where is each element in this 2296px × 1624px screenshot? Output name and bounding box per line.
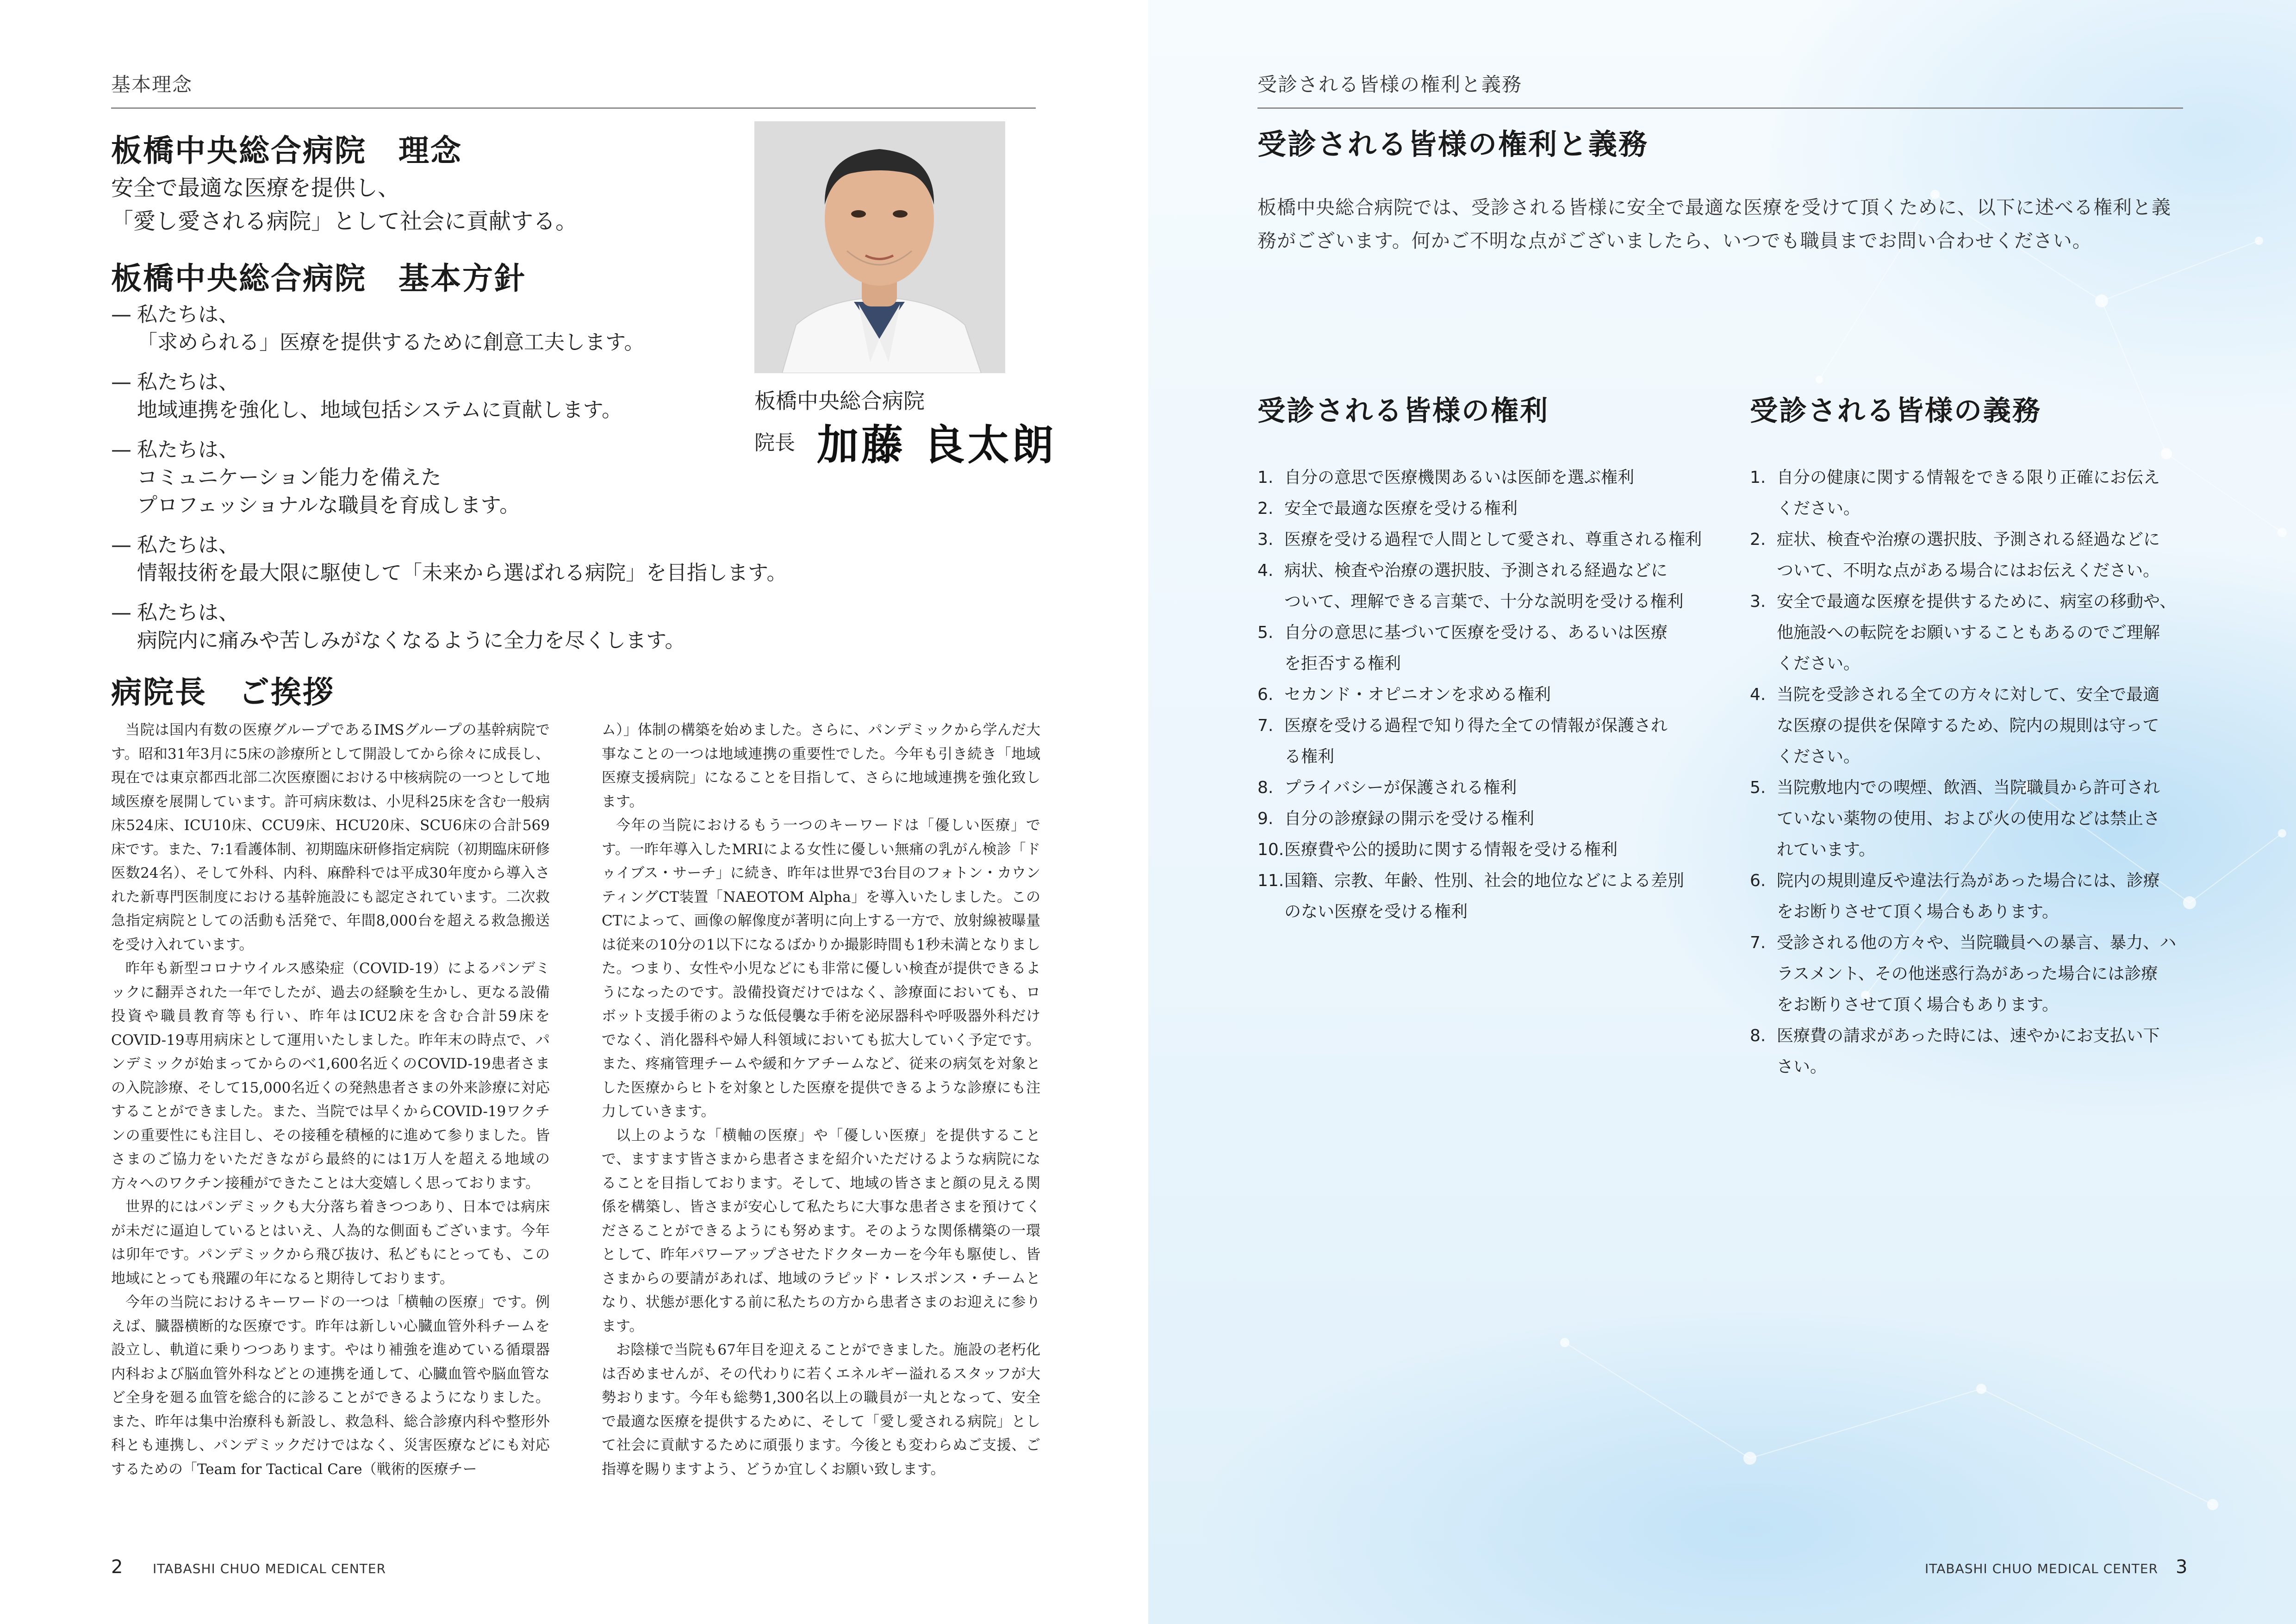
rights-item	[1257, 555, 1711, 617]
item-text: をお断りさせて頂く場合もあります。	[1777, 995, 2059, 1014]
duties-item	[1750, 772, 2194, 865]
item-text: る権利	[1284, 747, 1335, 766]
rights-item	[1257, 679, 1711, 710]
dash-mark: —	[111, 303, 131, 326]
item-text: さい。	[1777, 1057, 1827, 1076]
item-text: 当院を受診される全ての方々に対して、安全で最適	[1777, 685, 2160, 704]
item-text: 医療を受ける過程で人間として愛され、尊重される権利	[1284, 530, 1702, 549]
item-number: 8.	[1257, 778, 1274, 797]
policy-title: 板橋中央総合病院 基本方針	[111, 261, 526, 296]
center-name: ITABASHI CHUO MEDICAL CENTER	[1925, 1561, 2159, 1576]
greeting-paragraph: ム）」体制の構築を始めました。さらに、パンデミックから学んだ大事なことの一つは地域連携の重要性でした。今年も引き続き「地域医療支援病院」になることを目指して、さらに地域連携を強化致します。	[602, 722, 1040, 810]
greeting-paragraph: 今年の当院におけるもう一つのキーワードは「優しい医療」です。一昨年導入したMRIによる女性に優しい無痛の乳がん検診「ドゥイブス・サーチ」に続き、昨年は世界で3台目のフォトン・カウンティングCT装置「NAEOTOM Alpha」を導入いたしました。このCTによって、画像の解像度が著明に向上する一方で、放射線被曝量は従来の10分の1以下になるばかりか撮影時間も1秒未満となりました。つまり、女性や小児などにも非常に優しい検査が提供できるようになったのです。設備投資だけではなく、診療面においても、ロボット支援手術のような低侵襲な手術を泌尿器科や呼吸器外科だけでなく、消化器科や婦人科領域においても拡大していく予定です。また、疼痛管理チームや緩和ケアチームなど、従来の病気を対象とした医療からヒトを対象とした医療を提供できるような診療にも注力していきます。	[602, 817, 1040, 1120]
item-text: 当院敷地内での喫煙、飲酒、当院職員から許可され	[1777, 778, 2160, 797]
rights-item	[1257, 834, 1711, 865]
intro-line: 務がございます。何かご不明な点がございましたら、いつでも職員までお問い合わせください。	[1257, 230, 2092, 252]
rights-item	[1257, 803, 1711, 834]
policy-line: 病院内に痛みや苦しみがなくなるように全力を尽くします。	[137, 629, 685, 652]
rights-item	[1257, 865, 1711, 927]
policy-line: 地域連携を強化し、地域包括システムに貢献します。	[137, 398, 622, 422]
greeting-paragraph: 今年の当院におけるキーワードの一つは「横軸の医療」です。例えば、臓器横断的な医療です。昨年は新しい心臓血管外科チームを設立し、軌道に乗りつつあります。やはり補強を進めている循環器内科および脳血管外科などとの連携を通して、心臓血管や脳血管など全身を廻る血管を総合的に診ることができるようになりました。また、昨年は集中治療科も新設し、救急科、総合診療内科や整形外科とも連携し、パンデミックだけではなく、災害医療などにも対応するための「Team for Tactical Care（戦術的医療チー	[111, 1294, 550, 1478]
item-text: を拒否する権利	[1284, 654, 1401, 673]
section-label-basic-philosophy: 基本理念	[111, 73, 193, 96]
item-text: 自分の健康に関する情報をできる限り正確にお伝え	[1777, 468, 2160, 487]
item-number: 3.	[1750, 592, 1766, 611]
policy-item	[111, 531, 805, 587]
philosophy-line: 安全で最適な医療を提供し、	[111, 175, 400, 201]
dash-mark: —	[111, 370, 131, 394]
policy-item	[111, 599, 805, 655]
director-title: 院長	[754, 431, 795, 455]
rights-item	[1257, 493, 1711, 524]
item-text: 自分の意思で医療機関あるいは医師を選ぶ権利	[1284, 468, 1635, 487]
philosophy-line: 「愛し愛される病院」として社会に貢献する。	[111, 208, 578, 234]
item-text: 安全で最適な医療を受ける権利	[1284, 499, 1518, 518]
item-number: 4.	[1750, 685, 1766, 704]
item-text: ください。	[1777, 499, 1860, 518]
director-hospital-name: 板橋中央総合病院	[754, 388, 925, 413]
item-number: 7.	[1750, 933, 1766, 952]
item-number: 8.	[1750, 1026, 1766, 1045]
greeting-paragraph: 世界的にはパンデミックも大分落ち着きつつあり、日本では病床が未だに逼迫しているとはいえ、人為的な側面もございます。今年は卯年です。パンデミックから飛び抜け、私どもにとっても、この地域にとっても飛躍の年になると期待しております。	[111, 1199, 550, 1287]
dash-mark: —	[111, 533, 131, 557]
policy-item	[111, 436, 805, 519]
item-number: 6.	[1257, 685, 1274, 704]
item-text: ください。	[1777, 654, 1860, 673]
policy-line: 私たちは、	[137, 601, 239, 625]
item-number: 1.	[1750, 468, 1766, 487]
section-divider	[1257, 107, 2183, 109]
policy-line: 情報技術を最大限に駆使して「未来から選ばれる病院」を目指します。	[137, 561, 787, 585]
item-number: 11.	[1257, 871, 1284, 890]
duties-item	[1750, 586, 2194, 679]
section-divider	[111, 107, 1036, 109]
policy-list	[111, 301, 805, 667]
greeting-paragraph: 昨年も新型コロナウイルス感染症（COVID-19）によるパンデミックに翻弄された一年でしたが、過去の経験を生かし、更なる設備投資や職員教育等も行い、昨年はICU2床を含む合計59床をCOVID-19専用病床として運用いたしました。昨年末の時点で、パンデミックが始まってからのべ1,600名近くのCOVID-19患者さまの入院診療、そして15,000名近くの発熱患者さまの外来診療に対応することができました。また、当院では早くからCOVID-19ワクチンの重要性にも注目し、その接種を積極的に進めて参りました。皆さまのご協力をいただきながら最終的には1万人を超える地域の方々へのワクチン接種ができたことは大変嬉しく思っております。	[111, 960, 550, 1192]
item-text: 院内の規則違反や違法行為があった場合には、診療	[1777, 871, 2160, 890]
item-text: ついて、理解できる言葉で、十分な説明を受ける権利	[1284, 592, 1684, 611]
right-page	[1148, 0, 2296, 1624]
policy-line: プロフェッショナルな職員を育成します。	[137, 493, 520, 517]
policy-line: 私たちは、	[137, 438, 239, 462]
item-text: 国籍、宗教、年齢、性別、社会的地位などによる差別	[1284, 871, 1685, 890]
item-text: 安全で最適な医療を提供するために、病室の移動や、	[1777, 592, 2177, 611]
item-text: セカンド・オピニオンを求める権利	[1284, 685, 1551, 704]
duties-item	[1750, 679, 2194, 772]
greeting-column-2	[602, 718, 1040, 1481]
director-portrait	[754, 121, 1005, 373]
item-text: な医療の提供を保障するため、院内の規則は守って	[1777, 716, 2159, 735]
item-text: 他施設への転院をお願いすることもあるのでご理解	[1777, 623, 2160, 642]
item-number: 9.	[1257, 809, 1274, 828]
policy-line: 「求められる」医療を提供するために創意工夫します。	[137, 331, 645, 354]
greeting-paragraph: 以上のような「横軸の医療」や「優しい医療」を提供することで、ますます皆さまから患者さまを紹介いただけるような病院になることを目指しております。そして、地域の皆さまと顔の見える関係を構築し、皆さまが安心して私たちに大事な患者さまを預けてくださることができるようにも努めます。そのような関係構築の一環として、昨年パワーアップさせたドクターカーを今年も駆使し、皆さまからの要請があれば、地域のラピッド・レスポンス・チームとなり、状態が悪化する前に私たちの方から患者さまのお迎えに参ります。	[602, 1127, 1040, 1335]
section-label-rights-duties: 受診される皆様の権利と義務	[1257, 73, 1523, 96]
dash-mark: —	[111, 438, 131, 462]
rights-item	[1257, 772, 1711, 803]
item-text: ていない薬物の使用、および火の使用などは禁止さ	[1777, 809, 2160, 828]
item-text: 自分の意思に基づいて医療を受ける、あるいは医療	[1284, 623, 1668, 642]
rights-list	[1257, 462, 1711, 927]
item-text: 症状、検査や治療の選択肢、予測される経過などに	[1777, 530, 2160, 549]
policy-item	[111, 301, 805, 356]
page-number: 2	[111, 1556, 123, 1578]
greeting-paragraph: 当院は国内有数の医療グループであるIMSグループの基幹病院です。昭和31年3月に5床の診療所として開設してから徐々に成長し、現在では東京都西北部二次医療圏における中核病院の一つとして地域医療を展開しています。許可病床数は、小児科25床を含む一般病床524床、ICU10床、CCU9床、HCU20床、SCU6床の合計569床です。また、7:1看護体制、初期臨床研修指定病院（初期臨床研修医数24名）、そして外科、内科、麻酔科では平成30年度から導入された新専門医制度における基幹施設にも認定されています。二次救急指定病院としての活動も活発で、年間8,000台を超える救急搬送を受け入れています。	[111, 722, 550, 953]
item-number: 5.	[1750, 778, 1766, 797]
policy-line: 私たちは、	[137, 303, 239, 326]
greeting-title: 病院長 ご挨拶	[111, 675, 335, 710]
item-text: ついて、不明な点がある場合にはお伝えください。	[1777, 561, 2160, 580]
director-photo-illustration	[754, 121, 1005, 373]
item-text: 医療費や公的援助に関する情報を受ける権利	[1284, 840, 1618, 859]
item-text: 医療を受ける過程で知り得た全ての情報が保護され	[1284, 716, 1668, 735]
item-number: 10.	[1257, 840, 1284, 859]
duties-item	[1750, 462, 2194, 524]
philosophy-title: 板橋中央総合病院 理念	[111, 133, 462, 169]
rights-duties-title: 受診される皆様の権利と義務	[1257, 127, 1649, 161]
director-name: 加藤 良太朗	[817, 421, 1057, 469]
item-text: ラスメント、その他迷惑行為があった場合には診療	[1777, 964, 2158, 983]
item-number: 7.	[1257, 716, 1274, 735]
policy-line: 私たちは、	[137, 533, 239, 557]
duties-item	[1750, 524, 2194, 586]
item-text: れています。	[1777, 840, 1876, 859]
intro-line: 板橋中央総合病院では、受診される皆様に安全で最適な医療を受けて頂くために、以下に述べる権利と義	[1257, 196, 2171, 219]
item-number: 5.	[1257, 623, 1274, 642]
greeting-column-1	[111, 718, 550, 1481]
duties-item	[1750, 865, 2194, 927]
policy-line: コミュニケーション能力を備えた	[137, 466, 442, 489]
policy-line: 私たちは、	[137, 370, 239, 394]
item-number: 1.	[1257, 468, 1274, 487]
duties-list	[1750, 462, 2194, 1082]
item-number: 2.	[1750, 530, 1766, 549]
policy-item	[111, 369, 805, 424]
item-number: 2.	[1257, 499, 1274, 518]
item-text: 病状、検査や治療の選択肢、予測される経過などに	[1284, 561, 1668, 580]
dash-mark: —	[111, 601, 131, 625]
duties-title: 受診される皆様の義務	[1750, 395, 2041, 427]
item-text: 自分の診療録の開示を受ける権利	[1284, 809, 1535, 828]
rights-title: 受診される皆様の権利	[1257, 395, 1549, 427]
item-text: をお断りさせて頂く場合もあります。	[1777, 902, 2059, 921]
item-number: 3.	[1257, 530, 1274, 549]
item-text: のない医療を受ける権利	[1284, 902, 1468, 921]
duties-item	[1750, 1020, 2194, 1082]
item-text: プライバシーが保護される権利	[1284, 778, 1517, 797]
item-number: 6.	[1750, 871, 1766, 890]
philosophy-text	[111, 171, 578, 238]
greeting-paragraph: お陰様で当院も67年目を迎えることができました。施設の老朽化は否めませんが、その代わりに若くエネルギー溢れるスタッフが大勢おります。今年も総勢1,300名以上の職員が一丸となって、安全で最適な医療を提供するために、そして「愛し愛される病院」として社会に貢献するために頑張ります。今後とも変わらぬご支援、ご指導を賜りますよう、どうか宜しくお願い致します。	[602, 1342, 1040, 1478]
item-text: ください。	[1777, 747, 1860, 766]
rights-duties-intro	[1257, 191, 2192, 257]
item-text: 医療費の請求があった時には、速やかにお支払い下	[1777, 1026, 2160, 1045]
item-number: 4.	[1257, 561, 1274, 580]
rights-item	[1257, 524, 1711, 555]
item-text: 受診される他の方々や、当院職員への暴言、暴力、ハ	[1777, 933, 2177, 952]
rights-item	[1257, 617, 1711, 679]
page-number: 3	[2176, 1556, 2188, 1578]
rights-item	[1257, 710, 1711, 772]
rights-item	[1257, 462, 1711, 493]
center-name: ITABASHI CHUO MEDICAL CENTER	[153, 1561, 386, 1576]
duties-item	[1750, 927, 2194, 1020]
